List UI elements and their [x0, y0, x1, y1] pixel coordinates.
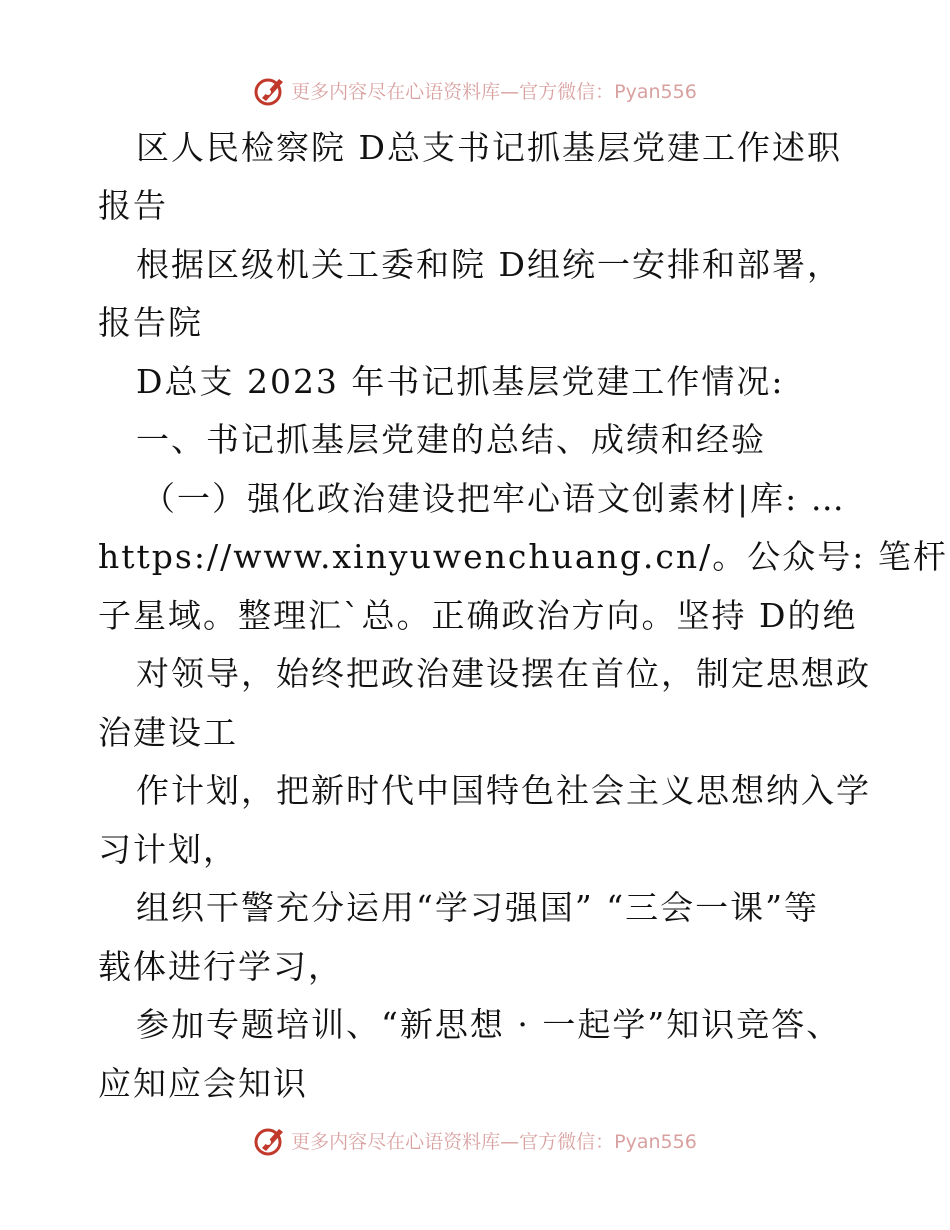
- text-line: （一）强化政治建设把牢心语文创素材|库: …: [142, 479, 846, 518]
- text-line: 载体进行学习，: [98, 947, 343, 986]
- text-line: 组织干警充分运用“学习强国” “三会一课”等: [136, 888, 819, 927]
- text-line: 报告院: [98, 303, 203, 342]
- text-line: 治建设工: [98, 713, 238, 752]
- text-line: 参加专题培训、“新思想 · 一起学”知识竞答、: [136, 1005, 842, 1044]
- pen-logo-icon: [253, 1123, 287, 1157]
- text-line: https://www.xinyuwenchuang.cn/。公众号: 笔杆: [98, 537, 948, 576]
- footer-watermark: [0, 1120, 950, 1160]
- pen-logo-icon: [253, 73, 287, 107]
- text-line: 区人民检察院 D总支书记抓基层党建工作述职: [136, 128, 842, 167]
- header-watermark: [0, 70, 950, 110]
- text-line: 作计划，把新时代中国特色社会主义思想纳入学: [136, 771, 871, 810]
- watermark-text: 更多内容尽在心语资料库—官方微信：Pyan556: [291, 1130, 697, 1153]
- text-line: D总支 2023 年书记抓基层党建工作情况:: [136, 362, 785, 401]
- text-line: 一、书记抓基层党建的总结、成绩和经验: [136, 420, 766, 459]
- text-line: 应知应会知识: [98, 1064, 308, 1103]
- text-line: 子星域。整理汇ˋ总。正确政治方向。坚持 D的绝: [98, 596, 858, 635]
- text-line: 习计划，: [98, 830, 238, 869]
- text-line: 报告: [98, 186, 168, 225]
- watermark-text: 更多内容尽在心语资料库—官方微信：Pyan556: [291, 80, 697, 103]
- text-line: 根据区级机关工委和院 D组统一安排和部署，: [136, 245, 842, 284]
- text-line: 对领导，始终把政治建设摆在首位，制定思想政: [136, 654, 871, 693]
